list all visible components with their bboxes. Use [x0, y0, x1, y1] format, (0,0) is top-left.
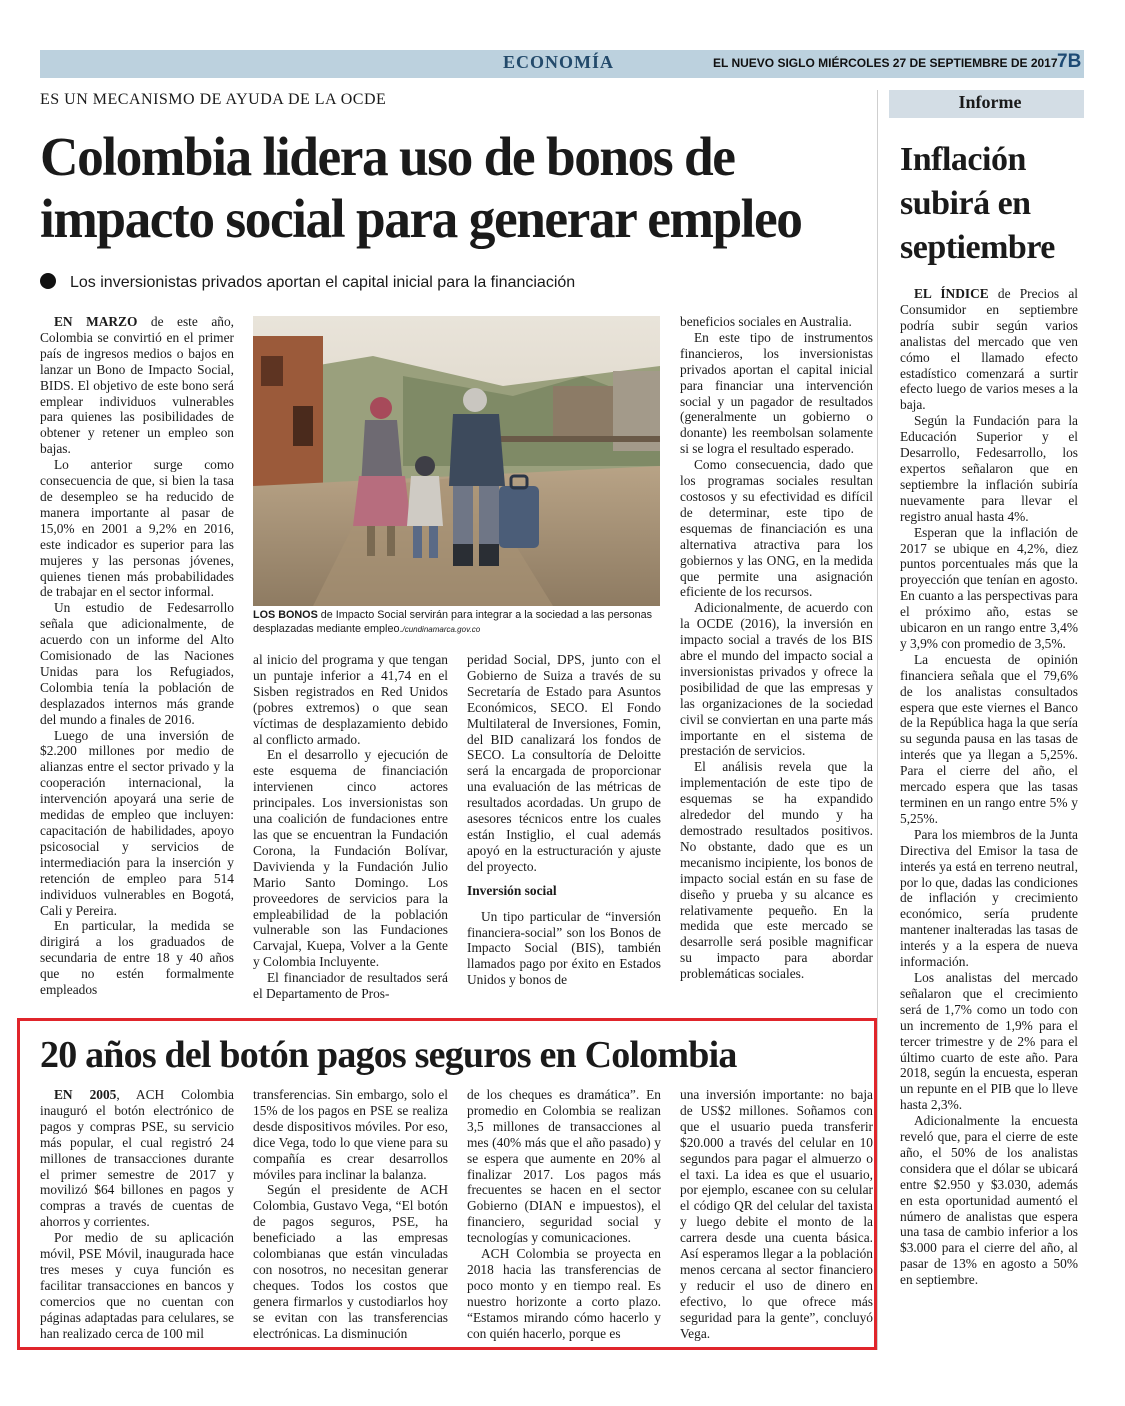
paragraph: una inversión importante: no baja de US$2 millones. Soñamos con que el usuario pueda transferir $20.000 a través del celular en 10 segundos para pagar el almuerzo o el taxi. La idea es que el usuario, por ejemplo, escanee con su celular el código QR del celular del taxista y luego debite el monto de la carrera desde una cuenta básica. Así esperamos llegar a la población menos cercana al sector financiero y reducir el uso de dinero en efectivo, lo que ofrece más seguridad para la gente”, concluyó Vega.: [680, 1087, 873, 1341]
lead-word: EN MARZO: [54, 314, 138, 329]
paragraph: ACH Colombia se proyecta en 2018 hacia las transferencias de poco monto y en tiempo real. Es nuestro horizonte a corto plazo. “Estamos mirando cómo hacerlo y con quién hacerlo, porque es: [467, 1246, 661, 1341]
paragraph: Adicionalmente, de acuerdo con la OCDE (2016), la inversión en impacto social a través de los BIS abre el mundo del impacto social a inversionistas privados y ofrece la posibilidad de que las empresas y las organizaciones de la sociedad civil se conviertan en una parte más importante en el sistema de prestación de servicios.: [680, 600, 873, 759]
paragraph: Como consecuencia, dado que los programas sociales resultan costosos y su efectividad es difícil de determinar, este tipo de esquemas de financiación es una alternativa atractiva para los gobiernos y las ONG, en la medida que permite una asignación eficiente de los recursos.: [680, 457, 873, 600]
paragraph: Según la Fundación para la Educación Superior y el Desarrollo, Fedesarrollo, los expertos señalaron que en septiembre la inflación subiría nuevamente para llevar el registro anual hasta 4%.: [900, 413, 1078, 524]
paragraph: Adicionalmente la encuesta reveló que, para el cierre de este año, el 50% de los analistas considera que el dólar se ubicará entre $2.950 y $3.030, además en esta oportunidad aumentó el número de analistas que espera una tasa de cambio inferior a los $3.000 para el cierre del año, al pasar de 13% en agosto a 50% en septiembre.: [900, 1113, 1078, 1288]
paragraph: Por medio de su aplicación móvil, PSE Móvil, inaugurada hace tres meses y cuya función es facilitar transacciones en bancos y comercios que no cuentan con páginas adaptadas para celulares, se han realizado cerca de 100 mil: [40, 1230, 234, 1341]
lead-word: EL ÍNDICE: [914, 286, 989, 301]
article-kicker: ES UN MECANISMO DE AYUDA DE LA OCDE: [40, 91, 387, 108]
paragraph: Los analistas del mercado señalaron que el crecimiento será de 1,7% como un todo con un incremento de 1,9% para el tercer trimestre y de 2% para el último cuarto de este año. Para 2018, según la encuesta, esperan un repunte en el PIB que lo lleve hasta 2,3%.: [900, 969, 1078, 1113]
article-column-3: [467, 652, 661, 988]
headline-line-1: Colombia lidera uso de bonos de: [40, 126, 735, 187]
article-photo: [253, 316, 660, 606]
bullet-icon: [40, 273, 56, 289]
subhead-text: Los inversionistas privados aportan el capital inicial para la financiación: [70, 274, 576, 291]
section-name: ECONOMÍA: [503, 52, 614, 72]
family-walking-photo: [253, 316, 660, 606]
article-column-4: [680, 314, 873, 982]
paragraph: al inicio del programa y que tengan un puntaje inferior a 41,74 en el Sisben registrados en Red Unidos (pobres extremos) o que sean víctimas de desplazamiento debido al conflicto armado.: [253, 652, 448, 747]
paragraph: Luego de una inversión de $2.200 millones por medio de alianzas entre el sector privado y la cooperación internacional, la intervención apoyará una serie de medidas de empleo que incluyen: capacitación de habilidades, apoyo psicosocial y servicios de intermediación para la inserción y retención de empleo para 514 individuos vulnerables en Bogotá, Cali y Pereira.: [40, 727, 234, 918]
sidebar-divider: [877, 90, 878, 1350]
masthead-date: EL NUEVO SIGLO MIÉRCOLES 27 DE SEPTIEMBRE DE 2017: [713, 56, 1058, 70]
paragraph: beneficios sociales en Australia.: [680, 314, 852, 329]
paragraph: Esperan que la inflación de 2017 se ubique en 4,2%, diez puntos porcentuales más que la proyección que tenían en agosto. En cuanto a las perspectivas para el próximo año, estas se ubicaron en un rango entre 3,4% y 3,9% con promedio de 3,5%.: [900, 524, 1078, 651]
paragraph: Un estudio de Fedesarrollo señala que adicionalmente, de acuerdo con un informe del Alto Comisionado de las Naciones Unidas para los Refugiados, Colombia tenía la población de desplazados internos más grande del mundo a finales de 2016.: [40, 600, 234, 727]
article-subhead: [40, 273, 870, 292]
paragraph: de este año, Colombia se convirtió en el primer país de ingresos medios o bajos en lanzar un Bono de Impacto Social, BIDS. El objetivo de este bono será emplear individuos vulnerables para quienes las posibilidades de obtener y retener un empleo son bajas.: [40, 314, 235, 457]
paragraph: Lo anterior surge como consecuencia de que, si bien la tasa de desempleo se ha reducido de manera importante al pasar de 15,0% en 2001 a 9,2% en 2016, este indicador es superior para las mujeres y las personas jóvenes, quienes tienen más probabilidades de trabajar en el sector informal.: [40, 457, 234, 600]
sidebar-label: Informe: [958, 92, 1022, 112]
paragraph: de Precios al Consumidor en septiembre podría subir según varios analistas del mercado que ven cómo el llamado efecto estadístico comenzará a surtir efecto luego de varios meses a la baja.: [900, 286, 1078, 413]
caption-text: de Impacto Social servirán para integrar a la sociedad a las personas desplazadas mediante empleo.: [253, 609, 653, 635]
article-column-2: [253, 652, 448, 1002]
paragraph: En particular, la medida se dirigirá a los graduados de secundaria de entre 18 y 40 años que no estén formalmente empleados: [40, 918, 234, 998]
article-headline: [40, 126, 845, 250]
paragraph: En este tipo de instrumentos financieros, los inversionistas privados aportan el capital inicial para financiar una intervención social y un pagador de resultados (generalmente un gobierno o donante) les reembolsan solamente si se logra el resultado esperado.: [680, 329, 873, 457]
boxed-column-1: [40, 1087, 234, 1342]
sidebar-headline: Inflación subirá en septiembre: [900, 141, 1055, 266]
paragraph: , ACH Colombia inauguró el botón electrónico de pagos y compras PSE, su servicio más popular, el cual registró 24 millones de transacciones durante el primer semestre de 2017 y movilizó $64 billones en pagos y compras a través de cuentas de ahorros y corrientes.: [40, 1087, 234, 1230]
boxed-column-2: [253, 1087, 448, 1342]
paragraph: Según el presidente de ACH Colombia, Gustavo Vega, “El botón de pagos seguros, PSE, ha beneficiado a las empresas colombianas que están vinculadas con nosotros, no necesitan generar cheques. Todos los costos que genera firmarlos y custodiarlos hoy se evitan con las transferencias electrónicas. La disminución: [253, 1182, 448, 1341]
paragraph: El análisis revela que la implementación de este tipo de esquemas se ha expandido alrededor del mundo y ha demostrado resultados positivos. No obstante, dado que es un mecanismo incipiente, los bonos de impacto social están en su fase de diseño y prueba y su alcance es relativamente pequeño. En la medida que este mercado se desarrolle será posible magnificar su impacto para abordar problemáticas sociales.: [680, 759, 873, 982]
paragraph: Un tipo particular de “inversión financiera-social” son los Bonos de Impacto Social (BIS), también llamados pago por éxito en Estados Unidos y bonos de: [467, 908, 661, 988]
paragraph: El financiador de resultados será el Departamento de Pros-: [253, 970, 448, 1002]
paragraph: de los cheques es dramática”. En promedio en Colombia se realizan 3,5 millones de transacciones al mes (40% más que el año pasado) y se espera que aumente en 20% al finalizar 2017. Los pagos más frecuentes se hacen en el sector Gobierno (DIAN e impuestos), el financiero, seguridad social y tecnologías y comunicaciones.: [467, 1087, 661, 1246]
boxed-column-3: [467, 1087, 661, 1342]
boxed-headline: 20 años del botón pagos seguros en Colombia: [40, 1034, 737, 1076]
photo-credit: /cundinamarca.gov.co: [402, 625, 481, 634]
page-number: 7B: [1057, 51, 1082, 72]
paragraph: peridad Social, DPS, junto con el Gobierno de Suiza a través de su Secretaría de Estado para Asuntos Económicos, SECO. El Fondo Multilateral de Inversiones, Fomin, del BID canalizará los fondos de SECO. La consultoría de Deloitte será la encargada de proporcionar una evaluación de las métricas de resultados acordadas. Un grupo de asesores técnicos entre los cuales están Instiglio, el cual además apoyó en la estructuración y ajuste del proyecto.: [467, 652, 661, 874]
paragraph: La encuesta de opinión financiera señala que el 79,6% de los analistas consultados espera que este viernes el Banco de la República haga la que sería su segunda pausa en las tasas de interés que ya llegan a 5,25%. Para el cierre del año, el mercado espera que las tasas terminen en un rango entre 5% y 5,25%.: [900, 651, 1078, 826]
headline-line-2: impacto social para generar empleo: [40, 188, 802, 249]
subheading: Inversión social: [467, 882, 557, 898]
paragraph: transferencias. Sin embargo, solo el 15% de los pagos en PSE se realiza desde dispositivos móviles. Por eso, dice Vega, todo lo que viene para su compañía es crear desarrollos móviles para inclinar la balanza.: [253, 1087, 448, 1182]
sidebar-column: [900, 286, 1078, 1288]
caption-lead: LOS BONOS: [253, 609, 318, 621]
boxed-column-4: [680, 1087, 873, 1342]
paragraph: Para los miembros de la Junta Directiva del Emisor la tasa de interés ya está en terreno neutral, por lo que, dadas las condiciones de inflación y crecimiento económico, sería prudente mantener inalteradas las tasas de interés y a la espera de nueva información.: [900, 826, 1078, 970]
photo-caption: [253, 608, 663, 637]
lead-word: EN 2005: [54, 1087, 117, 1102]
article-column-1: [40, 314, 234, 998]
paragraph: En el desarrollo y ejecución de este esquema de financiación intervienen cinco actores principales. Los inversionistas son una coalición de fundaciones entre las que se encuentran la Fundación Corona, la Fundación Bolívar, Davivienda y la Fundación Julio Mario Santo Domingo. Los proveedores de servicios para la empleabilidad de la población vulnerable son las Fundaciones Carvajal, Kuepa, Volver a la Gente y Colombia Incluyente.: [253, 747, 448, 970]
